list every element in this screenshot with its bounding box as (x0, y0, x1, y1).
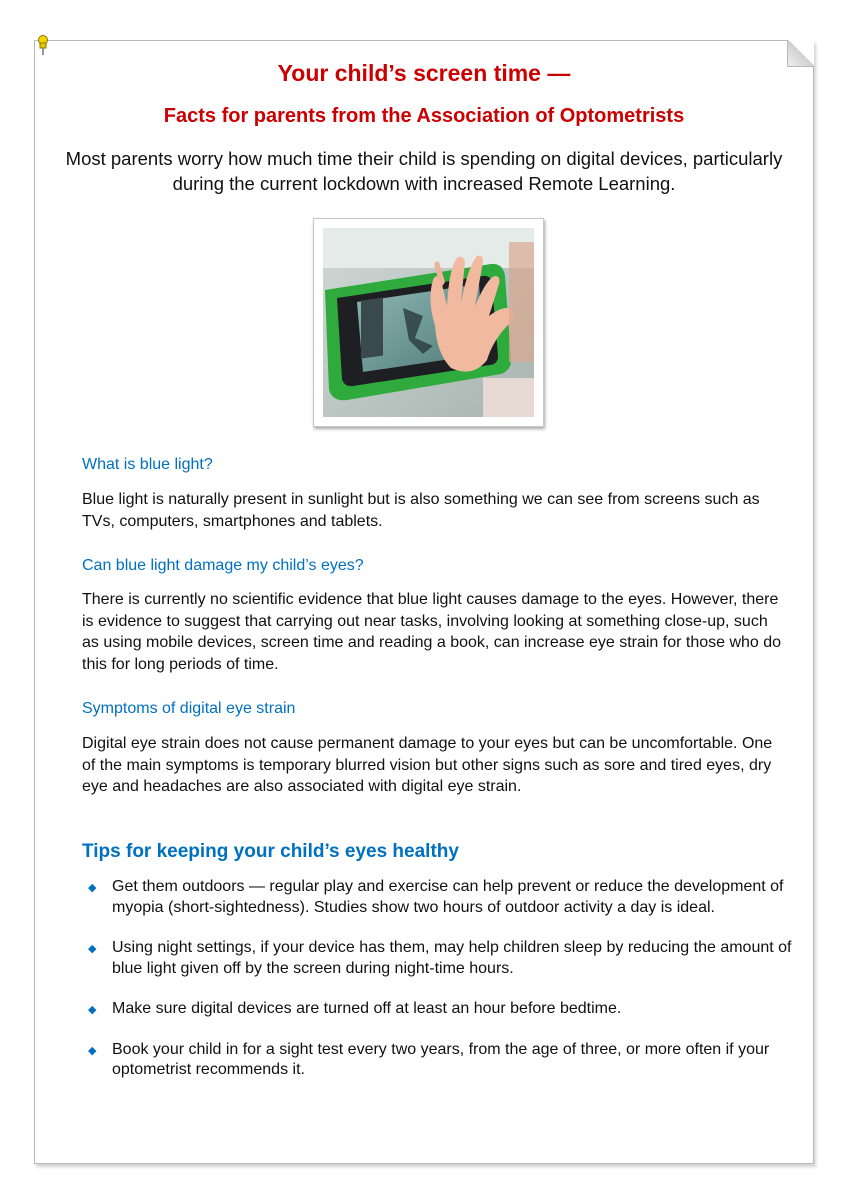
page-title: Your child’s screen time — (277, 60, 571, 86)
section-heading-symptoms: Symptoms of digital eye strain (82, 700, 296, 717)
diamond-bullet-icon: ◆ (88, 1004, 97, 1016)
section-body-blue-light: Blue light is naturally present in sunlight but is also something we can see from screens such as TVs, computers, smartphones and tablets. (82, 491, 760, 530)
tip-text: Get them outdoors — regular play and exercise can help prevent or reduce the development of myopia (short-sightedness). Studies show two hours of outdoor activity a day is ideal. (112, 878, 784, 916)
section-body-damage: There is currently no scientific evidence that blue light causes damage to the eyes. However, there is evidence to suggest that carrying out near tasks, involving looking at something close-up, such as using mobile devices, screen time and reading a book, can increase eye strain for those who do this for long periods of time. (82, 591, 782, 673)
tip-text: Book your child in for a sight test every two years, from the age of three, or more often if your optometrist recommends it. (112, 1040, 770, 1078)
diamond-bullet-icon: ◆ (88, 943, 97, 955)
section-body-symptoms: Digital eye strain does not cause permanent damage to your eyes but can be uncomfortable. One of the main symptoms is temporary blurred vision but other signs such as sore and tired eyes, dry eye and headaches are also associated with digital eye strain. (82, 735, 773, 795)
tip-item (82, 938, 792, 979)
diamond-bullet-icon: ◆ (88, 882, 97, 894)
tip-text: Using night settings, if your device has them, may help children sleep by reducing the amount of blue light given off by the screen during night-time hours. (112, 939, 792, 977)
intro-paragraph: Most parents worry how much time their child is spending on digital devices, particularly during the current lockdown with increased Remote Learning. (65, 148, 783, 194)
tip-item (82, 1040, 792, 1081)
tip-item (82, 999, 792, 1020)
section-heading-blue-light: What is blue light? (82, 456, 213, 473)
tips-list (82, 877, 792, 1081)
child-using-tablet-photo-icon (323, 228, 534, 417)
tip-text: Make sure digital devices are turned off at least an hour before bedtime. (112, 1000, 622, 1017)
tip-item (82, 877, 792, 918)
section-heading-damage: Can blue light damage my child’s eyes? (82, 557, 364, 574)
diamond-bullet-icon: ◆ (88, 1044, 97, 1057)
child-tablet-photo (313, 218, 544, 427)
page-subtitle: Facts for parents from the Association of Optometrists (163, 105, 685, 127)
pushpin-icon (34, 34, 52, 56)
tips-heading: Tips for keeping your child’s eyes healthy (82, 841, 459, 862)
